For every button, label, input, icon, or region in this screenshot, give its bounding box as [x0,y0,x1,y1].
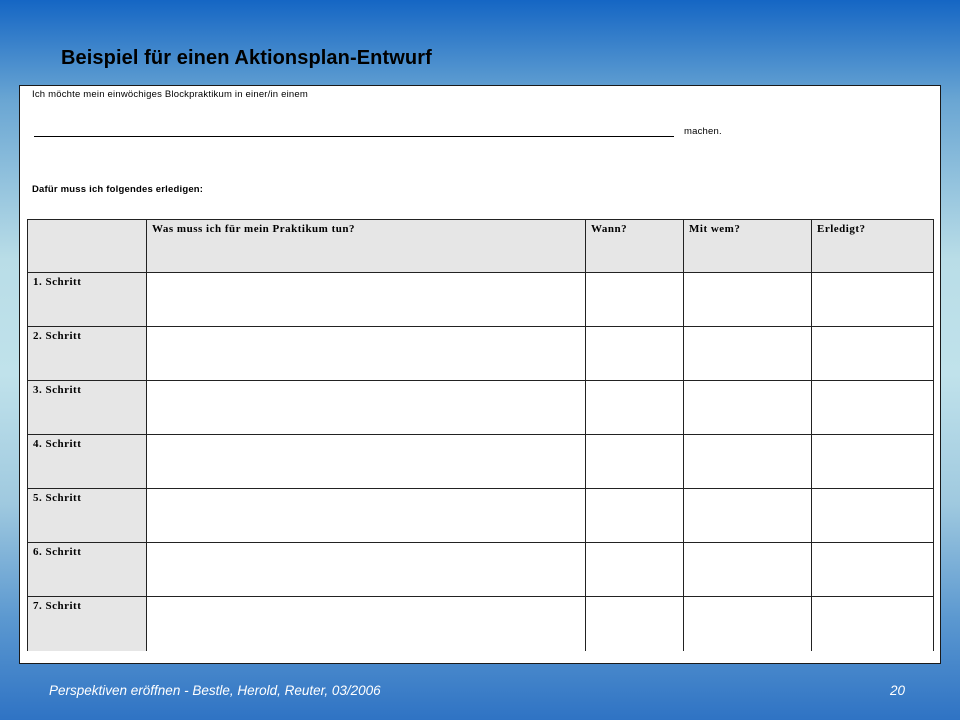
done-cell[interactable] [812,327,934,381]
table-row [28,489,934,543]
task-cell[interactable] [147,597,586,651]
step-label: 5. Schritt [28,489,147,543]
with-whom-cell[interactable] [684,435,812,489]
header-when: Wann? [586,220,684,273]
step-label: 3. Schritt [28,381,147,435]
step-label: 4. Schritt [28,435,147,489]
machen-text: machen. [684,126,722,137]
slide-title: Beispiel für einen Aktionsplan-Entwurf [61,47,432,69]
table-header-row [28,220,934,273]
when-cell[interactable] [586,597,684,651]
table-row [28,543,934,597]
header-with-whom: Mit wem? [684,220,812,273]
done-cell[interactable] [812,489,934,543]
fill-in-blank-line[interactable] [34,136,674,137]
task-cell[interactable] [147,381,586,435]
step-label: 1. Schritt [28,273,147,327]
task-cell[interactable] [147,543,586,597]
header-task: Was muss ich für mein Praktikum tun? [147,220,586,273]
action-plan-form [19,85,941,664]
with-whom-cell[interactable] [684,327,812,381]
when-cell[interactable] [586,381,684,435]
done-cell[interactable] [812,543,934,597]
step-label: 6. Schritt [28,543,147,597]
done-cell[interactable] [812,597,934,651]
when-cell[interactable] [586,543,684,597]
task-cell[interactable] [147,435,586,489]
task-cell[interactable] [147,273,586,327]
table-row [28,273,934,327]
with-whom-cell[interactable] [684,543,812,597]
intro-text: Ich möchte mein einwöchiges Blockpraktikum in einer/in einem [32,89,309,100]
task-cell[interactable] [147,489,586,543]
step-label: 2. Schritt [28,327,147,381]
with-whom-cell[interactable] [684,489,812,543]
footer-credit: Perspektiven eröffnen - Bestle, Herold, Reuter, 03/2006 [49,683,381,698]
header-done: Erledigt? [812,220,934,273]
with-whom-cell[interactable] [684,273,812,327]
page-number: 20 [889,683,905,698]
when-cell[interactable] [586,435,684,489]
task-cell[interactable] [147,327,586,381]
done-cell[interactable] [812,273,934,327]
table-row [28,327,934,381]
table-row [28,597,934,651]
when-cell[interactable] [586,489,684,543]
done-cell[interactable] [812,435,934,489]
done-cell[interactable] [812,381,934,435]
step-label: 7. Schritt [28,597,147,651]
action-plan-table [27,219,934,651]
with-whom-cell[interactable] [684,597,812,651]
todo-heading: Dafür muss ich folgendes erledigen: [32,184,204,195]
with-whom-cell[interactable] [684,381,812,435]
table-row [28,381,934,435]
table-row [28,435,934,489]
when-cell[interactable] [586,273,684,327]
header-step [28,220,147,273]
when-cell[interactable] [586,327,684,381]
